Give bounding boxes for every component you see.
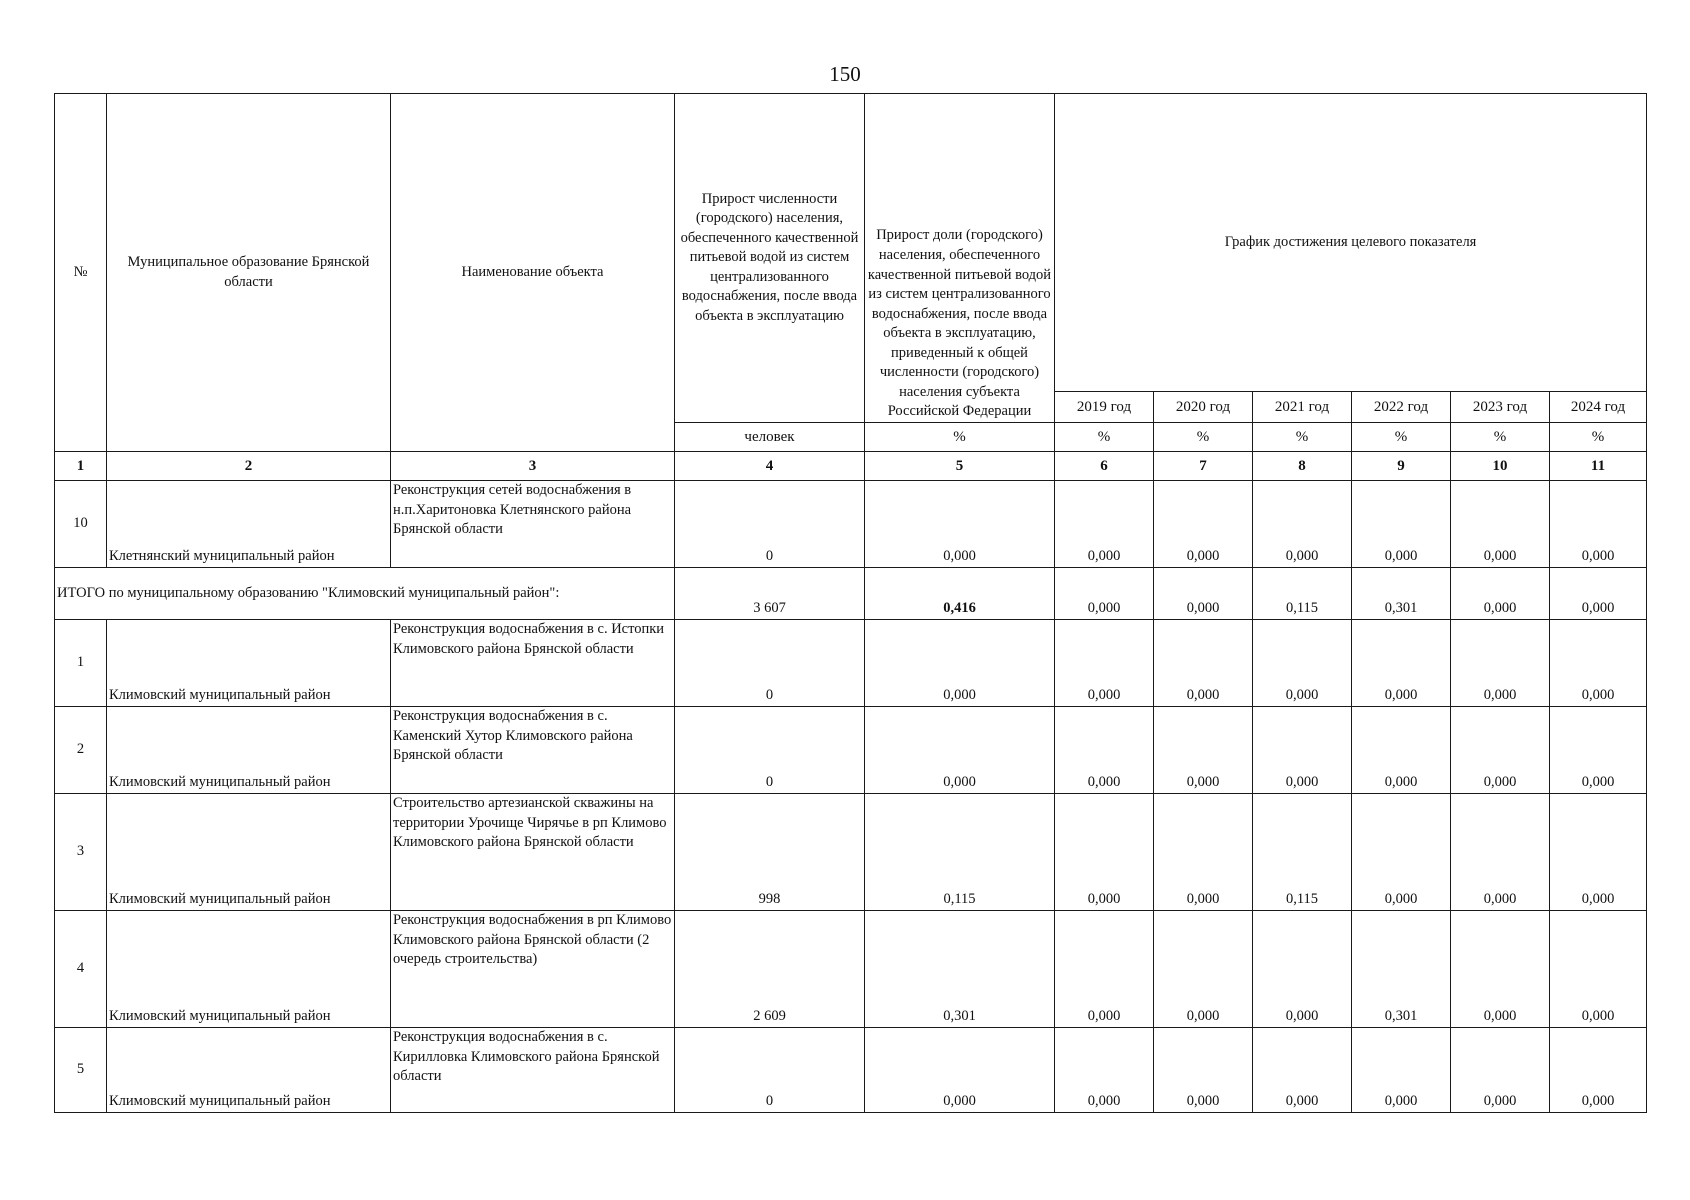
row-year-value: 0,000 [1253,1028,1352,1113]
table-row [55,620,1647,707]
row-number: 1 [55,620,107,707]
column-number: 2 [107,452,391,481]
row-year-value: 0,000 [1352,481,1451,568]
row-object-name: Реконструкция сетей водоснабжения в н.п.Харитоновка Клетнянского района Брянской области [391,481,675,568]
header-year: 2021 год [1253,392,1352,423]
unit-percent: % [1451,423,1550,452]
unit-percent: % [1253,423,1352,452]
row-year-value: 0,301 [1352,911,1451,1028]
row-share-growth: 0,000 [865,1028,1055,1113]
row-number: 5 [55,1028,107,1113]
row-year-value: 0,000 [1352,620,1451,707]
column-number: 5 [865,452,1055,481]
row-year-value: 0,000 [1055,1028,1154,1113]
unit-percent: % [1055,423,1154,452]
row-number: 10 [55,481,107,568]
row-year-value: 0,000 [1451,620,1550,707]
unit-percent: % [865,423,1055,452]
total-year-value: 0,000 [1154,568,1253,620]
row-year-value: 0,000 [1550,1028,1647,1113]
row-object-name: Реконструкция водоснабжения в рп Климово Климовского района Брянской области (2 очередь строительства) [391,911,675,1028]
table-row [55,911,1647,1028]
row-object-name: Строительство артезианской скважины на территории Урочище Чирячье в рп Климово Климовского района Брянской области [391,794,675,911]
row-population-growth: 0 [675,620,865,707]
row-municipality: Климовский муниципальный район [107,1028,391,1113]
row-population-growth: 0 [675,481,865,568]
column-number-row [55,452,1647,481]
row-municipality: Климовский муниципальный район [107,911,391,1028]
table-row [55,707,1647,794]
row-share-growth: 0,301 [865,911,1055,1028]
row-year-value: 0,000 [1352,1028,1451,1113]
header-year: 2024 год [1550,392,1647,423]
column-number: 7 [1154,452,1253,481]
header-municipality: Муниципальное образование Брянской области [107,94,391,452]
column-number: 6 [1055,452,1154,481]
header-year: 2022 год [1352,392,1451,423]
unit-percent: % [1352,423,1451,452]
row-year-value: 0,000 [1352,794,1451,911]
row-year-value: 0,000 [1154,1028,1253,1113]
row-share-growth: 0,000 [865,620,1055,707]
unit-percent: % [1550,423,1647,452]
row-number: 4 [55,911,107,1028]
table-row [55,481,1647,568]
total-year-value: 0,000 [1055,568,1154,620]
column-number: 11 [1550,452,1647,481]
column-number: 10 [1451,452,1550,481]
row-municipality: Климовский муниципальный район [107,620,391,707]
row-year-value: 0,000 [1055,707,1154,794]
total-year-value: 0,000 [1550,568,1647,620]
column-number: 4 [675,452,865,481]
total-year-value: 0,115 [1253,568,1352,620]
row-population-growth: 0 [675,1028,865,1113]
row-year-value: 0,000 [1055,620,1154,707]
header-year: 2023 год [1451,392,1550,423]
row-municipality: Климовский муниципальный район [107,794,391,911]
row-population-growth: 2 609 [675,911,865,1028]
row-year-value: 0,000 [1154,620,1253,707]
row-year-value: 0,000 [1154,794,1253,911]
total-year-value: 0,000 [1451,568,1550,620]
row-year-value: 0,000 [1550,707,1647,794]
row-year-value: 0,000 [1550,794,1647,911]
row-year-value: 0,000 [1154,481,1253,568]
row-year-value: 0,000 [1253,911,1352,1028]
row-population-growth: 998 [675,794,865,911]
header-year: 2019 год [1055,392,1154,423]
row-year-value: 0,000 [1451,481,1550,568]
header-object-name: Наименование объекта [391,94,675,452]
header-row-main [55,94,1647,392]
row-year-value: 0,000 [1055,794,1154,911]
row-year-value: 0,000 [1451,707,1550,794]
row-population-growth: 0 [675,707,865,794]
row-year-value: 0,000 [1550,620,1647,707]
header-share-growth: Прирост доли (городского) населения, обеспеченного качественной питьевой водой из систем централизованного водоснабжения, после ввода объекта в эксплуатацию, приведенный к общей численности (городского) населения субъекта Российской Федерации [865,94,1055,423]
column-number: 9 [1352,452,1451,481]
header-schedule: График достижения целевого показателя [1055,94,1647,392]
column-number: 8 [1253,452,1352,481]
row-year-value: 0,000 [1253,620,1352,707]
header-year: 2020 год [1154,392,1253,423]
row-year-value: 0,000 [1550,481,1647,568]
row-object-name: Реконструкция водоснабжения в с. Каменский Хутор Климовского района Брянской области [391,707,675,794]
row-year-value: 0,115 [1253,794,1352,911]
row-municipality: Климовский муниципальный район [107,707,391,794]
row-year-value: 0,000 [1253,481,1352,568]
column-number: 1 [55,452,107,481]
row-year-value: 0,000 [1055,911,1154,1028]
unit-people: человек [675,423,865,452]
total-row [55,568,1647,620]
row-number: 2 [55,707,107,794]
row-object-name: Реконструкция водоснабжения в с. Кирилловка Климовского района Брянской области [391,1028,675,1113]
row-year-value: 0,000 [1055,481,1154,568]
total-share-growth: 0,416 [865,568,1055,620]
page-number: 150 [829,62,861,86]
row-year-value: 0,000 [1253,707,1352,794]
row-year-value: 0,000 [1451,1028,1550,1113]
row-share-growth: 0,000 [865,707,1055,794]
row-municipality: Клетнянский муниципальный район [107,481,391,568]
total-year-value: 0,301 [1352,568,1451,620]
header-no: № [55,94,107,452]
row-year-value: 0,000 [1352,707,1451,794]
row-year-value: 0,000 [1154,707,1253,794]
total-label: ИТОГО по муниципальному образованию "Климовский муниципальный район": [55,568,675,620]
target-indicator-table [54,93,1647,1113]
header-population-growth: Прирост численности (городского) населения, обеспеченного качественной питьевой водой из систем централизованного водоснабжения, после ввода объекта в эксплуатацию [675,94,865,423]
table-row [55,794,1647,911]
column-number: 3 [391,452,675,481]
unit-percent: % [1154,423,1253,452]
row-year-value: 0,000 [1451,794,1550,911]
row-share-growth: 0,115 [865,794,1055,911]
row-year-value: 0,000 [1154,911,1253,1028]
table-row [55,1028,1647,1113]
row-share-growth: 0,000 [865,481,1055,568]
total-population-growth: 3 607 [675,568,865,620]
row-object-name: Реконструкция водоснабжения в с. Истопки Климовского района Брянской области [391,620,675,707]
row-year-value: 0,000 [1451,911,1550,1028]
row-year-value: 0,000 [1550,911,1647,1028]
row-number: 3 [55,794,107,911]
